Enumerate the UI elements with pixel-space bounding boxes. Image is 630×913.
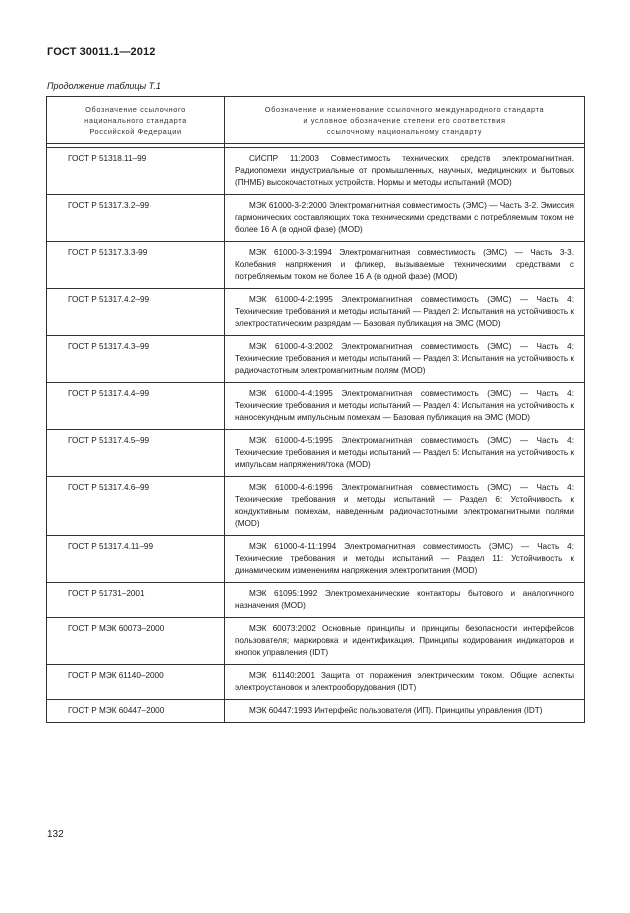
national-standard-code: ГОСТ Р 51317.3.2–99: [47, 195, 225, 242]
national-standard-code: ГОСТ Р 51317.4.5–99: [47, 430, 225, 477]
page-number: 132: [47, 829, 64, 840]
table-row: [47, 336, 585, 383]
national-standard-code: ГОСТ Р 51317.4.2–99: [47, 289, 225, 336]
national-standard-code: ГОСТ Р 51317.4.11–99: [47, 536, 225, 583]
table-row: [47, 430, 585, 477]
international-standard-description: МЭК 61000-4-4:1995 Электромагнитная совместимость (ЭМС) — Часть 4: Технические требования и методы испытаний — Раздел 4: Испытания на устойчивость к наносекундным импульсным помехам — Базовая публикация на ЭМС (MOD): [225, 383, 585, 430]
international-standard-description: МЭК 61095:1992 Электромеханические контакторы бытового и аналогичного назначения (MOD): [225, 583, 585, 618]
national-standard-code: ГОСТ Р 51317.4.6–99: [47, 477, 225, 536]
table-row: [47, 242, 585, 289]
header-line: Обозначение и наименование ссылочного международного стандарта: [264, 104, 545, 114]
header-line: Обозначение ссылочного: [85, 104, 186, 114]
header-line: ссылочному национальному стандарту: [326, 126, 483, 136]
table-row: [47, 148, 585, 195]
table-row: [47, 289, 585, 336]
table-row: [47, 583, 585, 618]
table-row: [47, 195, 585, 242]
table-header-row: [47, 97, 585, 144]
international-standard-description: МЭК 61140:2001 Защита от поражения электрическим током. Общие аспекты электроустановок и электрооборудования (IDT): [225, 665, 585, 700]
international-standard-description: МЭК 61000-3-2:2000 Электромагнитная совместимость (ЭМС) — Часть 3-2. Эмиссия гармонических составляющих тока техническими средствами с потребляемым током не более 16 А (в одной фазе) (MOD): [225, 195, 585, 242]
table-row: [47, 383, 585, 430]
national-standard-code: ГОСТ Р 51318.11–99: [47, 148, 225, 195]
column-header-national-standard: [47, 97, 225, 144]
international-standard-description: СИСПР 11:2003 Совместимость технических средств электромагнитная. Радиопомехи индустриальные от промышленных, научных, медицинских и бытовых (ПНМБ) высокочастотных устройств. Нормы и методы испытаний (MOD): [225, 148, 585, 195]
column-header-international-standard: [225, 97, 585, 144]
national-standard-code: ГОСТ Р 51317.4.4–99: [47, 383, 225, 430]
table-row: [47, 700, 585, 723]
table-row: [47, 536, 585, 583]
international-standard-description: МЭК 61000-3-3:1994 Электромагнитная совместимость (ЭМС) — Часть 3-3. Колебания напряжения и фликер, вызываемые техническими средствами с потребляемым током не более 16 А (в одной фазе) (MOD): [225, 242, 585, 289]
international-standard-description: МЭК 60073:2002 Основные принципы и принципы безопасности интерфейсов пользователя; маркировка и идентификация. Принципы кодирования индикаторов и кнопок управления (IDT): [225, 618, 585, 665]
international-standard-description: МЭК 61000-4-5:1995 Электромагнитная совместимость (ЭМС) — Часть 4: Технические требования и методы испытаний — Раздел 5: Испытания на устойчивость к импульсам напряжения/тока (MOD): [225, 430, 585, 477]
international-standard-description: МЭК 61000-4-6:1996 Электромагнитная совместимость (ЭМС) — Часть 4: Технические требования и методы испытаний — Раздел 6: Устойчивость к кондуктивным помехам, наведенным радиочастотными электромагнитными полями (MOD): [225, 477, 585, 536]
national-standard-code: ГОСТ Р 51317.4.3–99: [47, 336, 225, 383]
national-standard-code: ГОСТ Р МЭК 60447–2000: [47, 700, 225, 723]
international-standard-description: МЭК 60447:1993 Интерфейс пользователя (ИП). Принципы управления (IDT): [225, 700, 585, 723]
table-row: [47, 665, 585, 700]
table-row: [47, 618, 585, 665]
document-header: ГОСТ 30011.1—2012: [47, 46, 156, 58]
header-line: национального стандарта: [84, 115, 187, 125]
international-standard-description: МЭК 61000-4-11:1994 Электромагнитная совместимость (ЭМС) — Часть 4: Технические требования и методы испытаний — Раздел 11: Устойчивость к динамическим изменениям напряжения электропитания (MOD): [225, 536, 585, 583]
table-caption: Продолжение таблицы Т.1: [47, 81, 161, 91]
table-row: [47, 477, 585, 536]
reference-standards-table: [46, 96, 585, 723]
international-standard-description: МЭК 61000-4-3:2002 Электромагнитная совместимость (ЭМС) — Часть 4: Технические требования и методы испытаний — Раздел 3: Испытания на устойчивость к радиочастотным электромагнитным полям (MOD): [225, 336, 585, 383]
header-line: и условное обозначение степени его соответствия: [303, 115, 506, 125]
national-standard-code: ГОСТ Р 51317.3.3-99: [47, 242, 225, 289]
international-standard-description: МЭК 61000-4-2:1995 Электромагнитная совместимость (ЭМС) — Часть 4: Технические требования и методы испытаний — Раздел 2: Испытания на устойчивость к электростатическим разрядам — Базовая публикация на ЭМС (MOD): [225, 289, 585, 336]
header-line: Российской Федерации: [89, 126, 182, 136]
national-standard-code: ГОСТ Р МЭК 61140–2000: [47, 665, 225, 700]
national-standard-code: ГОСТ Р 51731–2001: [47, 583, 225, 618]
national-standard-code: ГОСТ Р МЭК 60073–2000: [47, 618, 225, 665]
table-body: [47, 144, 585, 723]
